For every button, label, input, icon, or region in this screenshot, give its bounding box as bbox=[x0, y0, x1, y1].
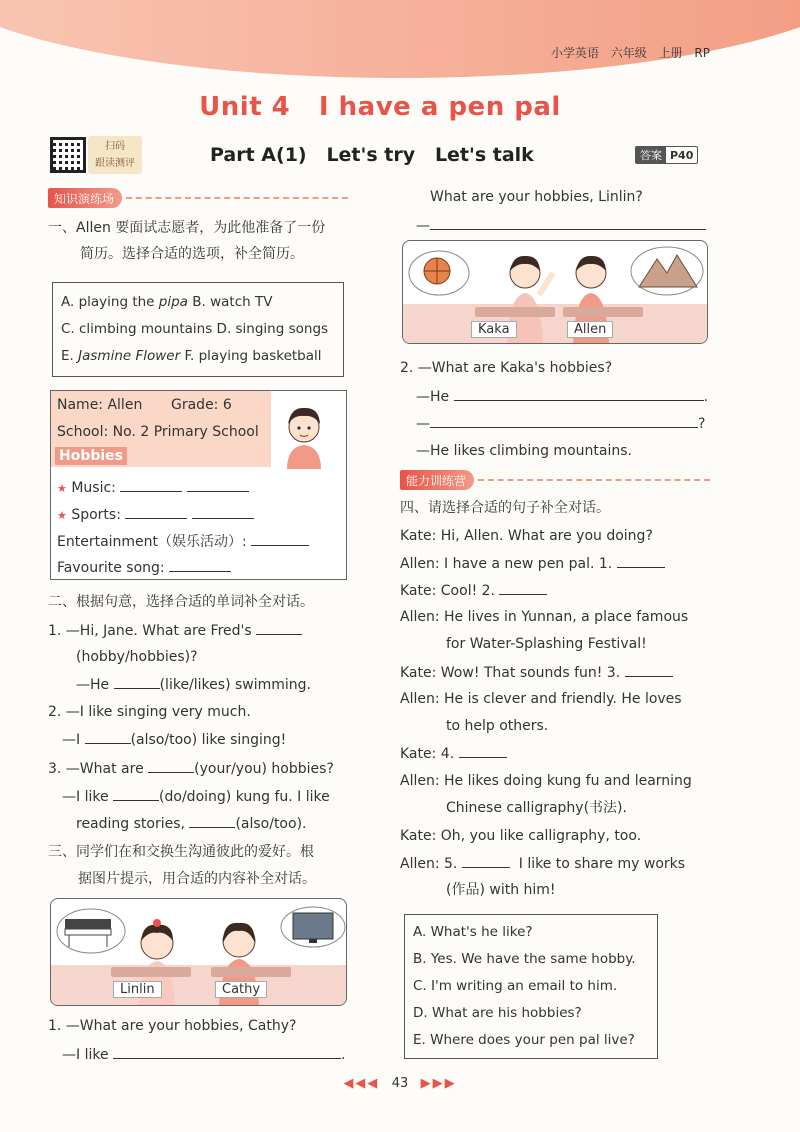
q4-blank-4[interactable] bbox=[459, 743, 507, 758]
qr-label[interactable]: 扫码 跟读测评 bbox=[88, 136, 142, 174]
q3-blank-1a[interactable] bbox=[113, 1044, 341, 1059]
section-banner-training: 能力训练营 bbox=[400, 470, 710, 490]
choice-d: D. What are his hobbies? bbox=[413, 1005, 582, 1021]
q2-blank-1b[interactable] bbox=[114, 674, 160, 689]
q1-instruction-2: 简历。选择合适的选项，补全简历。 bbox=[80, 246, 304, 262]
header-band bbox=[0, 0, 800, 78]
q4-blank-1[interactable] bbox=[617, 553, 665, 568]
q2-blank-2[interactable] bbox=[85, 729, 131, 744]
picture-kaka-allen bbox=[402, 240, 708, 344]
nameplate-cathy: Cathy bbox=[215, 981, 267, 998]
q2-blank-1a[interactable] bbox=[256, 620, 302, 635]
q3-blank-2b[interactable] bbox=[430, 413, 698, 428]
q4-blank-2[interactable] bbox=[499, 580, 547, 595]
nameplate-linlin: Linlin bbox=[113, 981, 162, 998]
q2-instruction: 二、根据句意，选择合适的单词补全对话。 bbox=[48, 594, 314, 610]
prev-arrows-icon: ◀◀◀ bbox=[343, 1076, 380, 1091]
q3-instruction: 三、同学们在和交换生沟通彼此的爱好。根 bbox=[48, 844, 314, 860]
resume-card: Name: Allen Grade: 6 School: No. 2 Primary School Hobbies ★ Music: ★ Sports: Entertainment（娱乐活动）: Favourite song: bbox=[50, 390, 347, 580]
section-banner-practice: 知识演练场 bbox=[48, 188, 348, 208]
q3-blank-1b[interactable] bbox=[430, 215, 706, 230]
book-info: 小学英语 六年级 上册 RP bbox=[550, 46, 710, 60]
qr-code-icon[interactable] bbox=[50, 137, 86, 173]
part-title: Part A(1) Let's try Let's talk bbox=[210, 144, 534, 166]
q4-blank-3[interactable] bbox=[625, 662, 673, 677]
q2-blank-3b[interactable] bbox=[113, 786, 159, 801]
page-footer bbox=[0, 1076, 800, 1091]
choice-c: C. I'm writing an email to him. bbox=[413, 978, 618, 994]
unit-title: Unit 4 I have a pen pal bbox=[199, 92, 561, 122]
nameplate-allen: Allen bbox=[567, 321, 613, 338]
q2-blank-3c[interactable] bbox=[189, 813, 235, 828]
allen-avatar-icon bbox=[279, 399, 329, 469]
nameplate-kaka: Kaka bbox=[471, 321, 517, 338]
next-arrows-icon: ▶▶▶ bbox=[420, 1076, 457, 1091]
choice-b: B. Yes. We have the same hobby. bbox=[413, 951, 636, 967]
q3-blank-2a[interactable] bbox=[454, 386, 704, 401]
picture-linlin-cathy bbox=[50, 898, 347, 1006]
q1-options-box: A. playing the pipa B. watch TV C. climbing mountains D. singing songs E. Jasmine Flower F. playing basketball bbox=[52, 282, 344, 377]
choice-e: E. Where does your pen pal live? bbox=[413, 1032, 635, 1048]
q4-choices-box bbox=[404, 914, 658, 1059]
q4-instruction: 四、请选择合适的句子补全对话。 bbox=[400, 500, 610, 516]
hobbies-label: Hobbies bbox=[55, 447, 127, 465]
choice-a: A. What's he like? bbox=[413, 924, 533, 940]
q1-instruction: 一、Allen 要面试志愿者，为此他准备了一份 bbox=[48, 220, 326, 236]
q3-instruction-2: 据图片提示，用合适的内容补全对话。 bbox=[78, 871, 316, 887]
q2-blank-3a[interactable] bbox=[148, 758, 194, 773]
page-number: 43 bbox=[391, 1076, 409, 1091]
q4-blank-5[interactable] bbox=[462, 853, 510, 868]
answer-badge: 答案 P40 bbox=[635, 146, 698, 164]
